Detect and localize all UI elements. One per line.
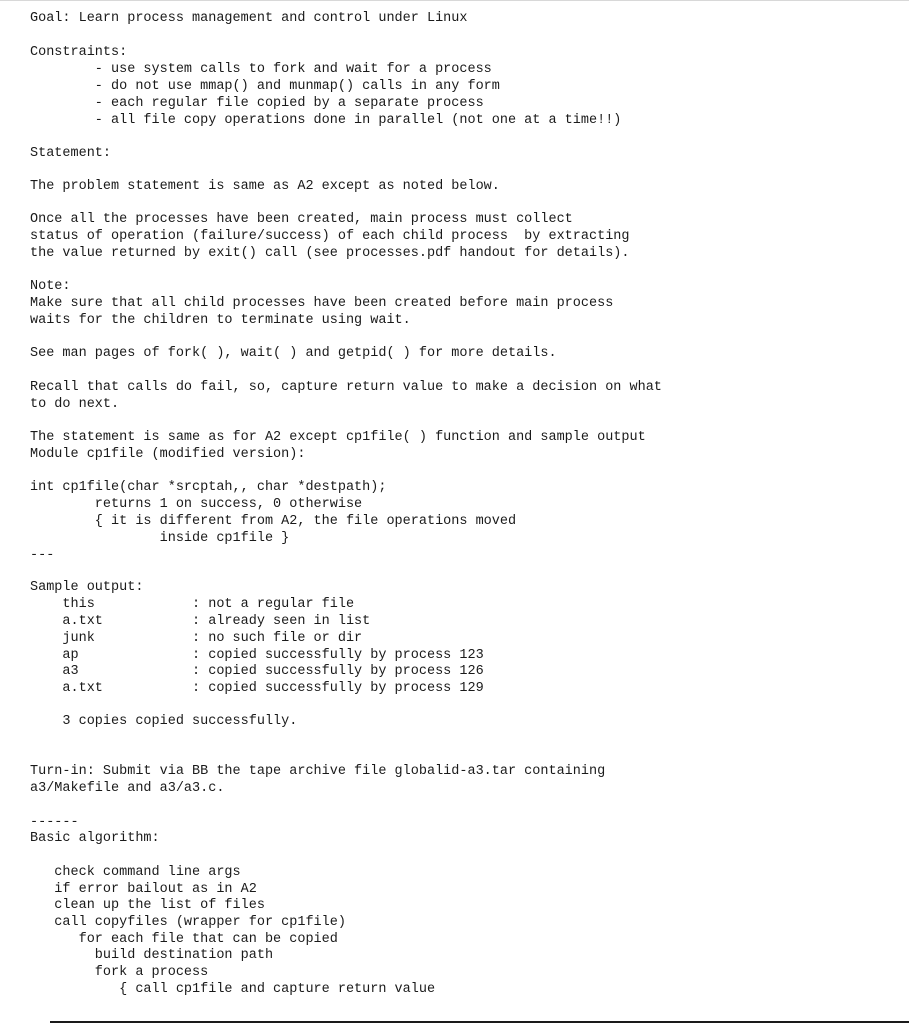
- sample-output-row: junk : no such file or dir: [30, 631, 363, 646]
- section-separator: ---: [30, 548, 55, 563]
- algorithm-step: for each file that can be copied: [30, 932, 338, 947]
- constraint-item: - each regular file copied by a separate process: [30, 96, 484, 111]
- statement-line: status of operation (failure/success) of each child process by extracting: [30, 229, 630, 244]
- note-line: waits for the children to terminate using wait.: [30, 313, 411, 328]
- algorithm-heading: Basic algorithm:: [30, 831, 160, 846]
- algorithm-step: call copyfiles (wrapper for cp1file): [30, 915, 346, 930]
- sample-output-row: ap : copied successfully by process 123: [30, 648, 484, 663]
- function-description: { it is different from A2, the file operations moved: [30, 514, 517, 529]
- module-heading: Module cp1file (modified version):: [30, 447, 306, 462]
- sample-output-heading: Sample output:: [30, 580, 144, 595]
- function-description: returns 1 on success, 0 otherwise: [30, 497, 363, 512]
- algorithm-step: fork a process: [30, 965, 209, 980]
- statement-line: Once all the processes have been created, main process must collect: [30, 212, 573, 227]
- constraint-item: - use system calls to fork and wait for a process: [30, 62, 492, 77]
- sample-output-row: a.txt : already seen in list: [30, 614, 371, 629]
- section-separator: ------: [30, 815, 79, 830]
- algorithm-step: build destination path: [30, 948, 274, 963]
- function-description: inside cp1file }: [30, 531, 290, 546]
- algorithm-step: if error bailout as in A2: [30, 882, 257, 897]
- bottom-divider: [50, 1021, 909, 1023]
- sample-output-row: a3 : copied successfully by process 126: [30, 664, 484, 679]
- statement-line: the value returned by exit() call (see processes.pdf handout for details).: [30, 246, 630, 261]
- turn-in-line: a3/Makefile and a3/a3.c.: [30, 781, 225, 796]
- recall-line: Recall that calls do fail, so, capture return value to make a decision on what: [30, 380, 662, 395]
- sample-output-row: a.txt : copied successfully by process 129: [30, 681, 484, 696]
- top-divider: [0, 0, 909, 1]
- sample-output-row: this : not a regular file: [30, 597, 355, 612]
- sample-output-summary: 3 copies copied successfully.: [30, 714, 298, 729]
- recall-line: to do next.: [30, 397, 120, 412]
- turn-in-line: Turn-in: Submit via BB the tape archive file globalid-a3.tar containing: [30, 764, 606, 779]
- algorithm-step: clean up the list of files: [30, 898, 265, 913]
- function-signature: int cp1file(char *srcptah,, char *destpath);: [30, 480, 387, 495]
- statement-line: The statement is same as for A2 except cp1file( ) function and sample output: [30, 430, 646, 445]
- constraints-heading: Constraints:: [30, 45, 128, 60]
- algorithm-step: { call cp1file and capture return value: [30, 982, 436, 997]
- constraint-item: - do not use mmap() and munmap() calls in any form: [30, 79, 500, 94]
- algorithm-step: check command line args: [30, 865, 241, 880]
- goal-line: Goal: Learn process management and control under Linux: [30, 11, 468, 26]
- man-pages-line: See man pages of fork( ), wait( ) and getpid( ) for more details.: [30, 346, 557, 361]
- statement-line: The problem statement is same as A2 except as noted below.: [30, 179, 500, 194]
- constraint-item: - all file copy operations done in parallel (not one at a time!!): [30, 113, 622, 128]
- note-heading: Note:: [30, 279, 71, 294]
- note-line: Make sure that all child processes have been created before main process: [30, 296, 614, 311]
- statement-heading: Statement:: [30, 146, 112, 161]
